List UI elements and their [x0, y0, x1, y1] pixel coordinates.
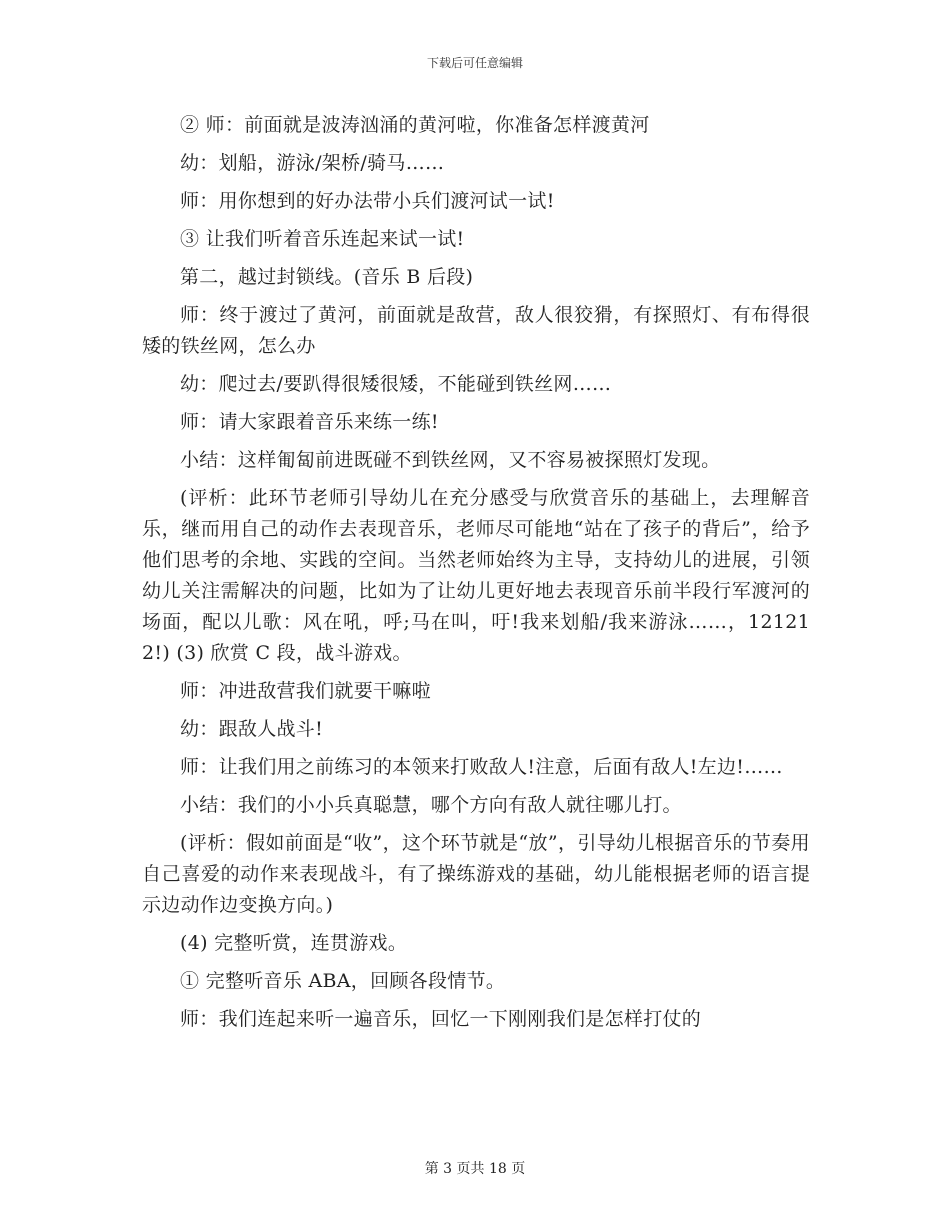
paragraph: 师：请大家跟着音乐来练一练!: [180, 411, 439, 433]
paragraph: ③ 让我们听着音乐连起来试一试!: [180, 228, 465, 250]
paragraph: (4) 完整听赏，连贯游戏。: [180, 932, 408, 954]
paragraph: ① 完整听音乐 ABA，回顾各段情节。: [180, 970, 506, 992]
paragraph: 小结：我们的小小兵真聪慧，哪个方向有敌人就往哪儿打。: [180, 794, 682, 816]
paragraph: ② 师：前面就是波涛汹涌的黄河啦，你准备怎样渡黄河: [180, 114, 650, 136]
paragraph: 师：让我们用之前练习的本领来打败敌人!注意，后面有敌人!左边!……: [180, 756, 783, 778]
paragraph: (评析：此环节老师引导幼儿在充分感受与欣赏音乐的基础上，去理解音乐，继而用自己的动作去表现音乐，老师尽可能地“站在了孩子的背后”，给予他们思考的余地、实践的空间。当然老师始终为主导，支持幼儿的进展，引领幼儿关注需解决的问题，比如为了让幼儿更好地去表现音乐前半段行军渡河的场面，配以儿歌：风在吼，呼;马在叫，吁!我来划船/我来游泳……，121212!) (3) 欣赏 C 段，战斗游戏。: [142, 487, 810, 664]
paragraph: (评析：假如前面是“收”，这个环节就是“放”，引导幼儿根据音乐的节奏用自己喜爱的动作来表现战斗，有了操练游戏的基础，幼儿能根据老师的语言提示边动作边变换方向。): [142, 832, 810, 916]
paragraph: 师：我们连起来听一遍音乐，回忆一下刚刚我们是怎样打仗的: [180, 1008, 702, 1030]
paragraph: 幼：爬过去/要趴得很矮很矮，不能碰到铁丝网……: [180, 373, 612, 395]
page-header: 下载后可任意编辑: [426, 56, 523, 70]
document-body: [142, 110, 810, 1042]
paragraph: 小结：这样匍匐前进既碰不到铁丝网，又不容易被探照灯发现。: [180, 449, 721, 471]
page-footer: 第 3 页共 18 页: [424, 1161, 526, 1177]
paragraph: 第二，越过封锁线。(音乐 B 后段): [180, 266, 474, 288]
paragraph: 幼：跟敌人战斗!: [180, 718, 324, 740]
paragraph: 师：终于渡过了黄河，前面就是敌营，敌人很狡猾，有探照灯、有布得很矮的铁丝网，怎么办: [142, 304, 810, 357]
paragraph: 师：用你想到的好办法带小兵们渡河试一试!: [180, 190, 555, 212]
paragraph: 师：冲进敌营我们就要干嘛啦: [180, 680, 431, 702]
paragraph: 幼：划船，游泳/架桥/骑马……: [180, 152, 445, 174]
